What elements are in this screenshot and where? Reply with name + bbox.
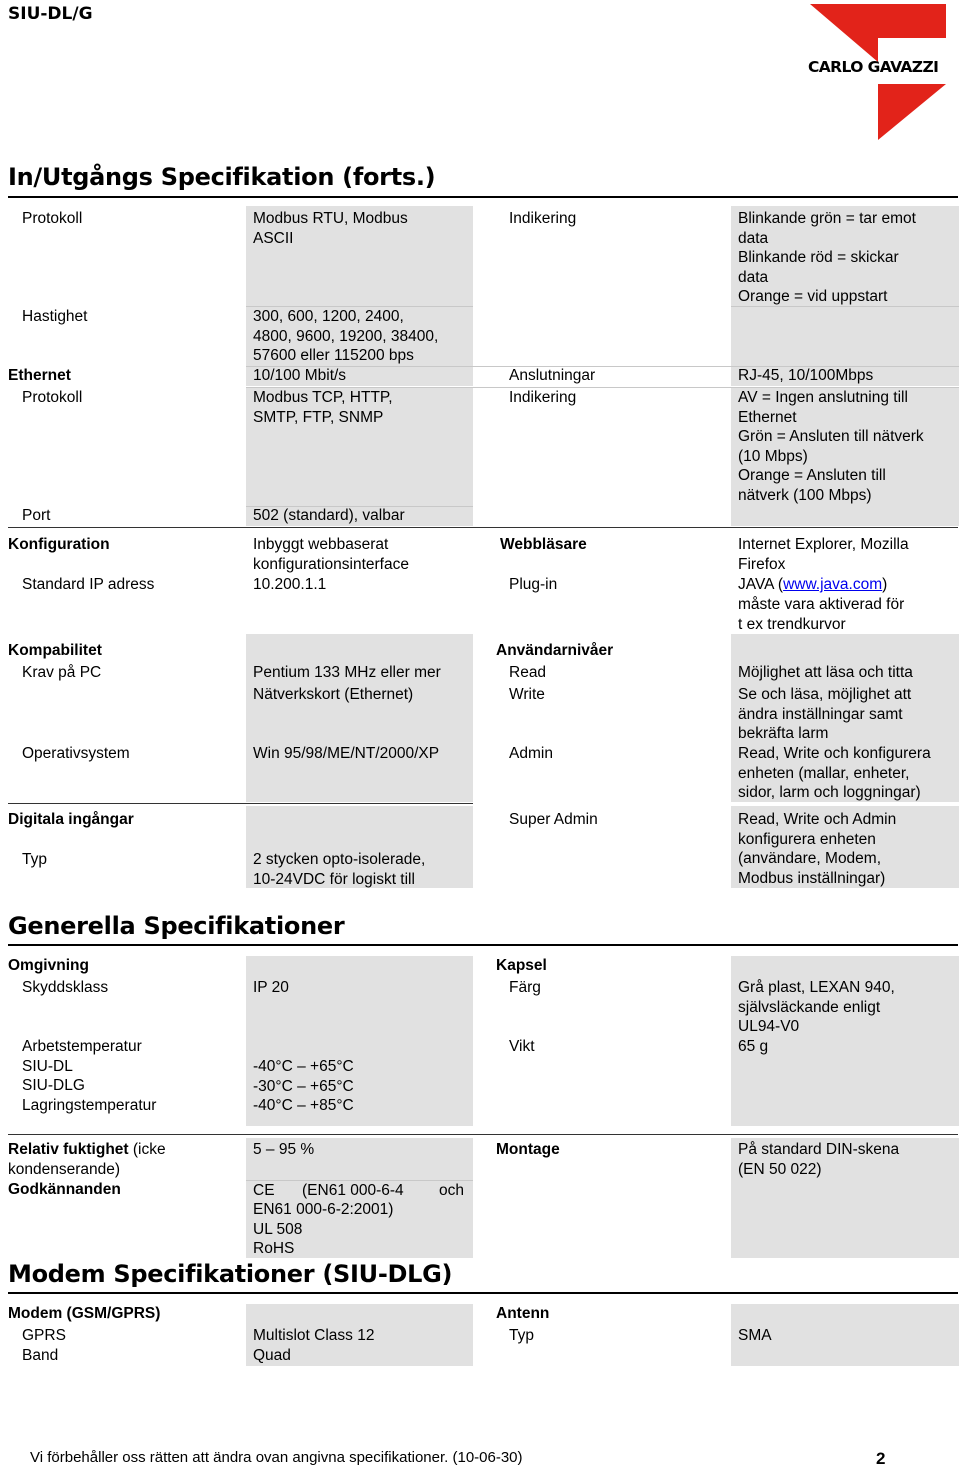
farg-label: Färg: [509, 979, 541, 996]
anslutningar-value: RJ-45, 10/100Mbps: [738, 367, 874, 384]
antenn-typ-label: Typ: [509, 1327, 534, 1344]
anvandarnivaer-label: Användarnivåer: [496, 642, 614, 659]
indikering-ethernet-label: Indikering: [509, 389, 577, 406]
protokoll-label: Protokoll: [22, 210, 83, 227]
krav-value-cpu: Pentium 133 MHz eller mer: [253, 664, 441, 681]
fuktighet-value: 5 – 95 %: [253, 1141, 315, 1158]
modem-section-title: Modem Specifikationer (SIU-DLG): [8, 1260, 453, 1288]
fuktighet-label-rest: (icke kondenserande): [8, 1141, 166, 1178]
plugin-value: [738, 575, 887, 595]
skyddsklass-value: IP 20: [253, 979, 289, 996]
modem-title-rule: [8, 1292, 958, 1294]
fuktighet-label-bold: Relativ fuktighet: [8, 1141, 129, 1158]
godkannanden-en1: (EN61 000-6-4: [302, 1182, 404, 1199]
ethernet-label: Ethernet: [8, 367, 71, 384]
godkannanden-label: Godkännanden: [8, 1181, 121, 1198]
admin-value: Read, Write och konfigurera enheten (mallar, enheter, sidor, larm och loggningar): [738, 745, 931, 802]
divider: [8, 527, 958, 528]
antenn-label: Antenn: [496, 1305, 550, 1322]
krav-label: Krav på PC: [22, 664, 102, 681]
general-section-title: Generella Specifikationer: [8, 912, 345, 940]
kompabilitet-label: Kompabilitet: [8, 642, 102, 659]
eth-protokoll-value: Modbus TCP, HTTP, SMTP, FTP, SNMP: [253, 389, 393, 426]
webblasare-value: Internet Explorer, Mozilla Firefox: [738, 536, 909, 573]
hastighet-value: 300, 600, 1200, 2400, 4800, 9600, 19200, 38400, 57600 eller 115200 bps: [253, 308, 439, 365]
konfiguration-value: Inbyggt webbaserat konfigurationsinterface: [253, 536, 409, 573]
divider: [8, 803, 473, 804]
protokoll-value: Modbus RTU, Modbus ASCII: [253, 210, 408, 247]
digitala-label: Digitala ingångar: [8, 811, 134, 828]
omgivning-label: Omgivning: [8, 957, 89, 974]
java-link[interactable]: www.java.com: [783, 576, 883, 593]
godkannanden-ce: CE: [253, 1182, 275, 1199]
admin-label: Admin: [509, 745, 553, 762]
farg-value: Grå plast, LEXAN 940, självsläckande enligt UL94-V0: [738, 979, 895, 1036]
superadmin-value: Read, Write och Admin konfigurera enheten (användare, Modem, Modbus inställningar): [738, 811, 897, 887]
standard-ip-value: 10.200.1.1: [253, 576, 327, 593]
plugin-note: måste vara aktiverad för t ex trendkurvor: [738, 596, 905, 633]
temperature-labels: Arbetstemperatur SIU-DL SIU-DLG Lagringstemperatur: [22, 1038, 157, 1114]
io-section-title: In/Utgångs Specifikation (forts.): [8, 163, 436, 191]
ethernet-value: 10/100 Mbit/s: [253, 367, 347, 384]
montage-value: På standard DIN-skena (EN 50 022): [738, 1141, 900, 1178]
write-label: Write: [509, 686, 545, 703]
os-label: Operativsystem: [22, 745, 130, 762]
indikering-label: Indikering: [509, 210, 577, 227]
read-label: Read: [509, 664, 547, 681]
modem-label: Modem (GSM/GPRS): [8, 1305, 161, 1322]
gprs-band-values: Multislot Class 12 Quad: [253, 1327, 375, 1364]
page-number: 2: [876, 1449, 886, 1468]
anslutningar-label: Anslutningar: [509, 367, 596, 384]
divider: [8, 1134, 958, 1135]
fuktighet-label: [8, 1140, 166, 1179]
gprs-band-labels: GPRS Band: [22, 1327, 66, 1364]
antenn-typ-value: SMA: [738, 1327, 772, 1344]
indikering-ethernet-value: AV = Ingen anslutning till Ethernet Grön = Ansluten till nätverk (10 Mbps) Orange = Ansluten till nätverk (100 Mbps): [738, 389, 924, 504]
kapsel-label: Kapsel: [496, 957, 547, 974]
plugin-suffix: ): [882, 576, 888, 593]
hastighet-label: Hastighet: [22, 308, 88, 325]
skyddsklass-label: Skyddsklass: [22, 979, 109, 996]
io-title-rule: [8, 196, 958, 198]
plugin-label: Plug-in: [509, 576, 558, 593]
montage-label: Montage: [496, 1141, 560, 1158]
typ-label: Typ: [22, 851, 47, 868]
brand-logo: [808, 2, 958, 142]
read-value: Möjlighet att läsa och titta: [738, 664, 913, 681]
os-value: Win 95/98/ME/NT/2000/XP: [253, 745, 440, 762]
konfiguration-label: Konfiguration: [8, 536, 110, 553]
write-value: Se och läsa, möjlighet att ändra inställningar samt bekräfta larm: [738, 686, 912, 743]
indikering-value: Blinkande grön = tar emot data Blinkande röd = skickar data Orange = vid uppstart: [738, 210, 916, 306]
footer-disclaimer: Vi förbehåller oss rätten att ändra ovan angivna specifikationer. (10-06-30): [30, 1449, 523, 1466]
standard-ip-label: Standard IP adress: [22, 576, 155, 593]
vikt-value: 65 g: [738, 1038, 769, 1055]
eth-protokoll-label: Protokoll: [22, 389, 83, 406]
plugin-prefix: JAVA (: [738, 576, 784, 593]
document-id: SIU-DL/G: [8, 4, 93, 24]
bg-left-values-3: [246, 634, 473, 802]
typ-value: 2 stycken opto-isolerade, 10-24VDC för logiskt till: [253, 851, 426, 888]
temperature-values: -40°C – +65°C -30°C – +65°C -40°C – +85°C: [253, 1058, 354, 1115]
port-value: 502 (standard), valbar: [253, 507, 405, 524]
vikt-label: Vikt: [509, 1038, 535, 1055]
general-title-rule: [8, 944, 958, 946]
krav-value-nic: Nätverkskort (Ethernet): [253, 686, 414, 703]
webblasare-label: Webbläsare: [500, 536, 587, 553]
godkannanden-value: EN61 000-6-2:2001) UL 508 RoHS: [253, 1201, 394, 1258]
brand-name: CARLO GAVAZZI: [808, 58, 939, 76]
port-label: Port: [22, 507, 51, 524]
superadmin-label: Super Admin: [509, 811, 598, 828]
godkannanden-och: och: [439, 1182, 464, 1199]
